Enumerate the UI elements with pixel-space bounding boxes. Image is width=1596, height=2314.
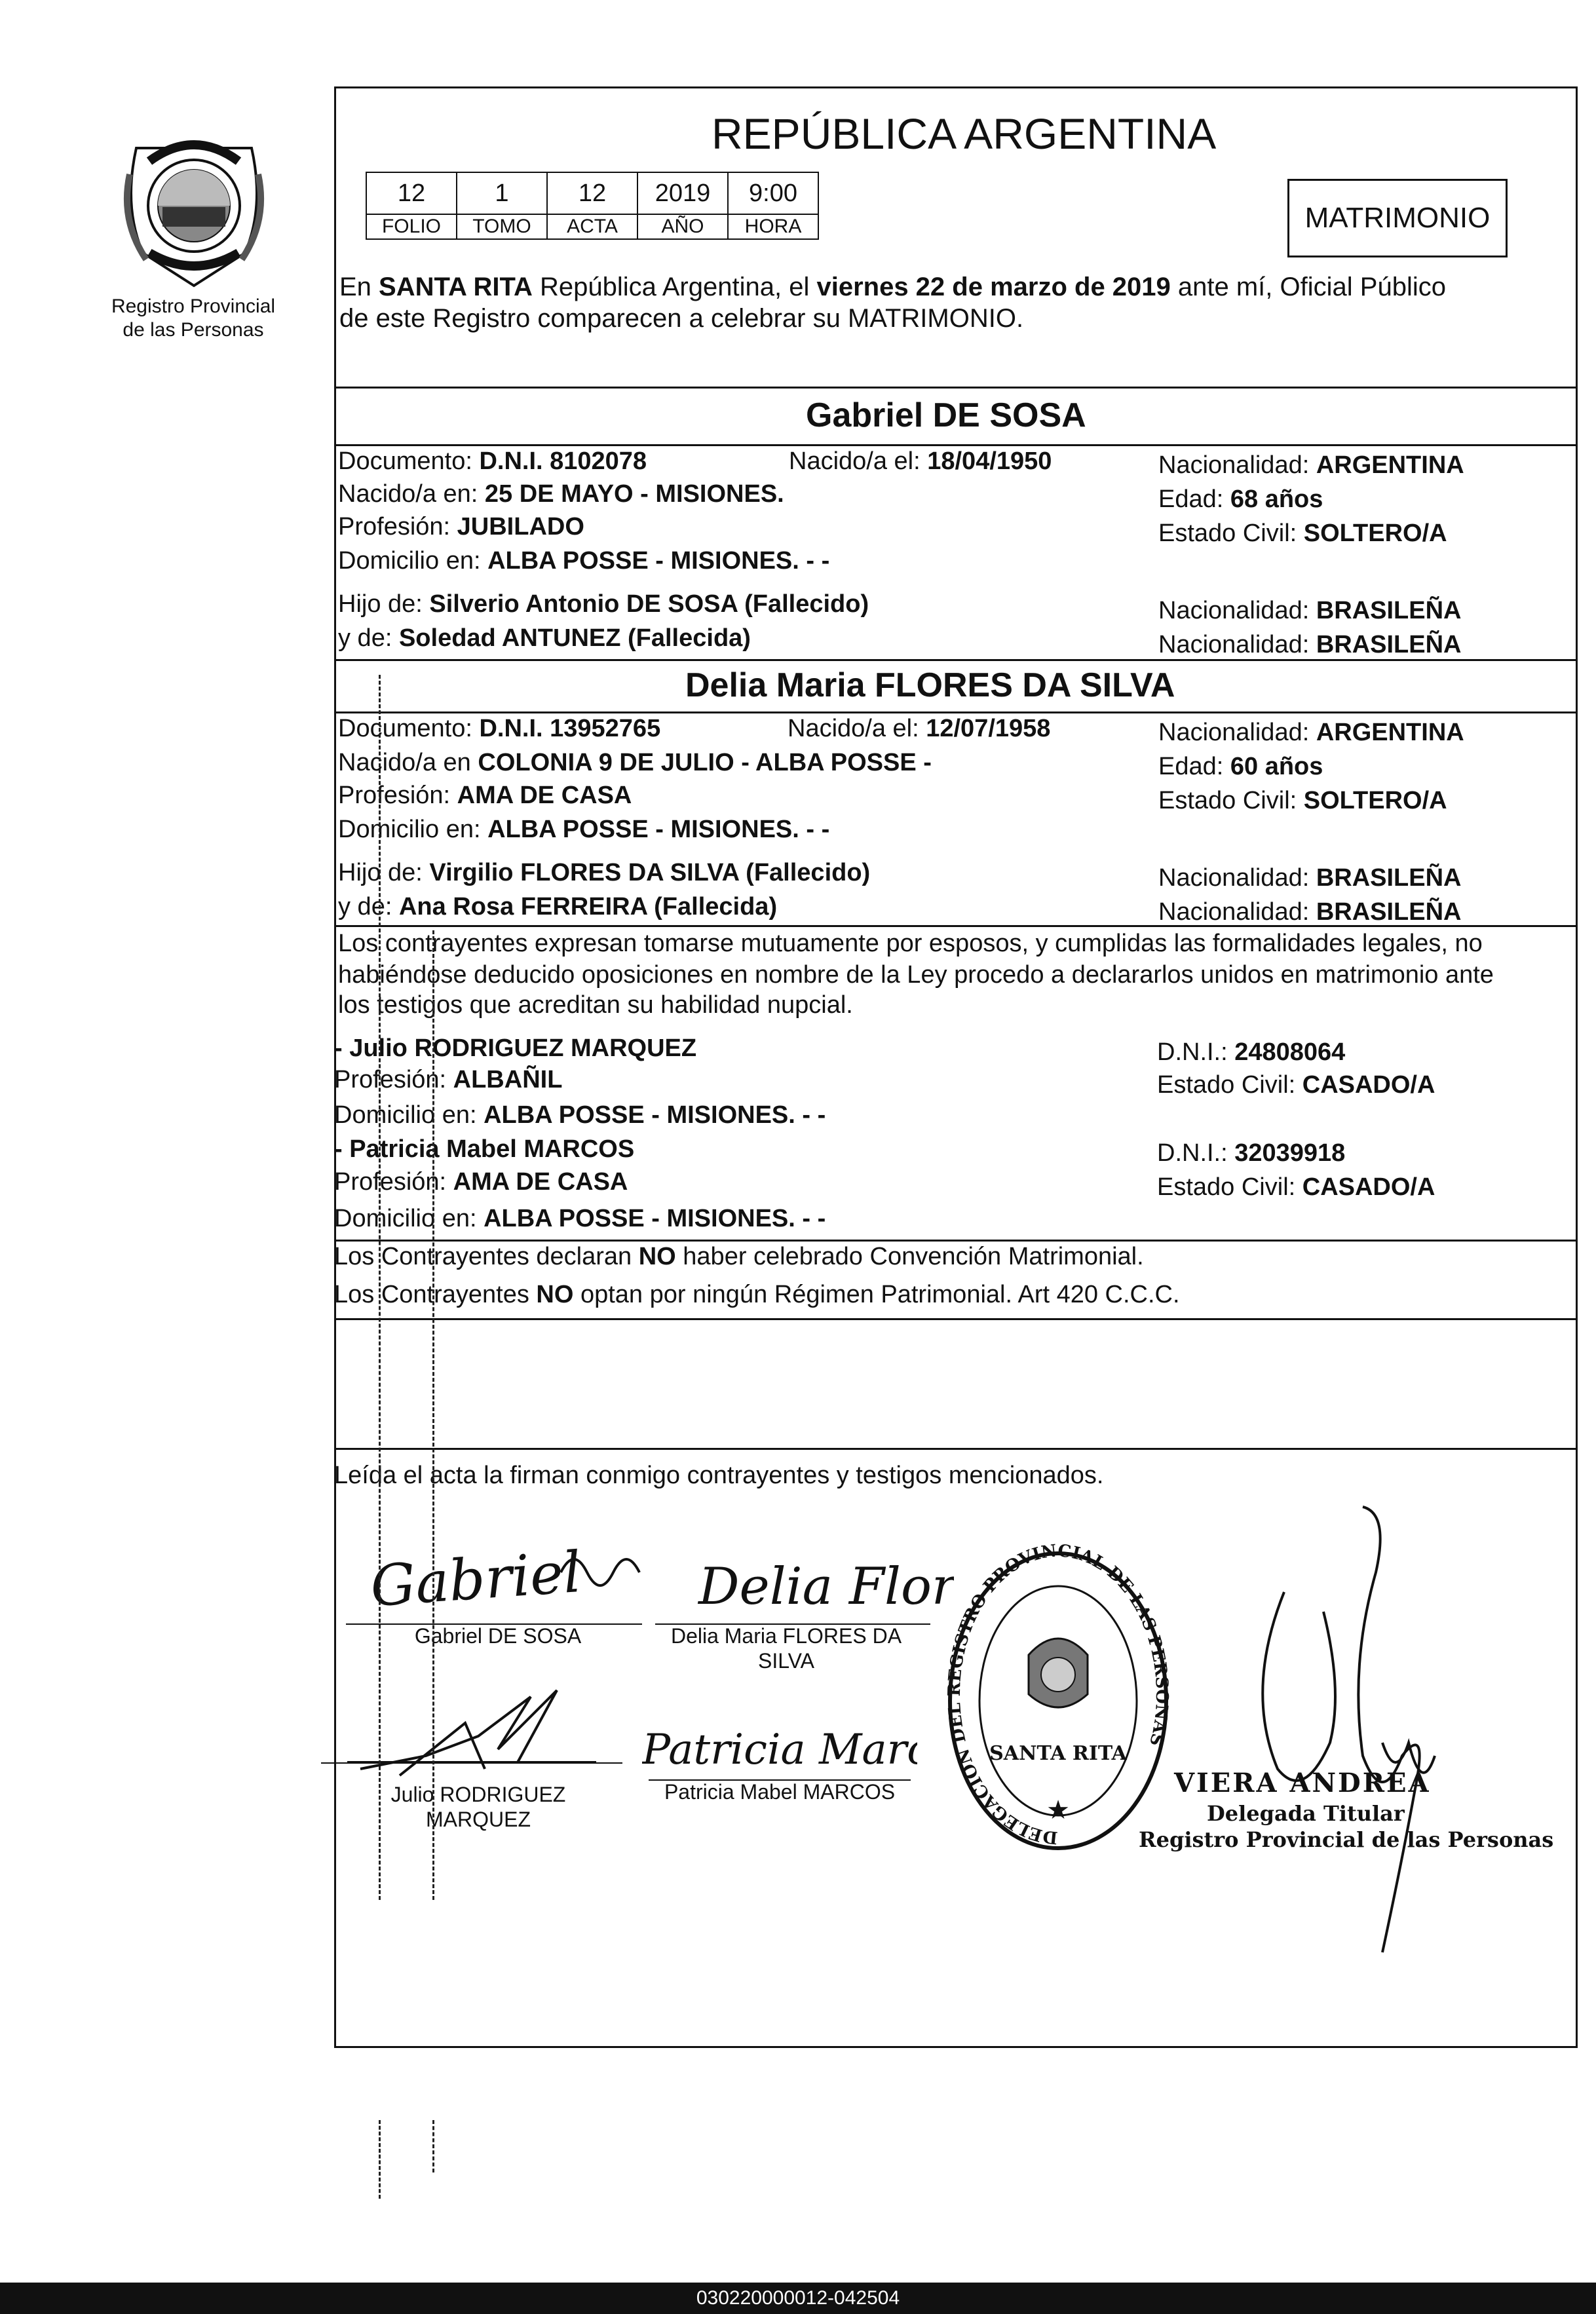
witness2-civil-status: Estado Civil: CASADO/A (1157, 1173, 1435, 1201)
svg-text:Delia Flores: Delia Flor (698, 1557, 954, 1616)
spouse1-father-nationality: Nacionalidad: BRASILEÑA (1158, 597, 1462, 624)
logo-caption: Registro Provincial de las Personas (111, 295, 276, 341)
divider (334, 925, 1578, 927)
tomo-value: 1 (457, 172, 547, 214)
year-value: 2019 (637, 172, 728, 214)
spouse1-age: Edad: 68 años (1158, 485, 1323, 513)
divider (334, 444, 1578, 446)
spouse1-civil-status: Estado Civil: SOLTERO/A (1158, 520, 1447, 547)
intro-line-2: de este Registro comparecen a celebrar su MATRIMONIO. (339, 304, 1024, 333)
folio-value: 12 (366, 172, 457, 214)
witness1-dni: D.N.I.: 24808064 (1157, 1038, 1346, 1066)
spouse1-profession: Profesión: JUBILADO (338, 513, 584, 541)
svg-text:Patricia Marcos: Patricia Mar (642, 1726, 907, 1774)
svg-text:DELEGACION DEL REGISTRO PROVIN: DELEGACION DEL REGISTRO PROVINCIAL DE LAS PERSONAS (944, 1544, 1172, 1848)
witness1-civil-status: Estado Civil: CASADO/A (1157, 1071, 1435, 1099)
divider (334, 659, 1578, 661)
spouse2-birth-date: Nacido/a el: 12/07/1958 (788, 715, 1051, 742)
divider (334, 1448, 1578, 1450)
closing-statement: Leída el acta la firman conmigo contrayentes y testigos mencionados. (334, 1462, 1104, 1489)
record-fields-table (366, 172, 819, 240)
witness1-name: - Julio RODRIGUEZ MARQUEZ (334, 1034, 697, 1062)
signature-name-gabriel: Gabriel DE SOSA (414, 1624, 582, 1648)
scan-artifact-line (379, 2120, 381, 2199)
divider (334, 1240, 1578, 1242)
signature-name-delia: Delia Maria FLORES DA SILVA (670, 1624, 902, 1673)
province-seal-logo (117, 122, 271, 292)
official-title: Delegada Titular (1207, 1801, 1405, 1826)
spouse1-document: Documento: D.N.I. 8102078 (338, 447, 647, 475)
spouse2-nationality: Nacionalidad: ARGENTINA (1158, 719, 1464, 746)
witness1-profession: Profesión: ALBAÑIL (334, 1066, 563, 1093)
footer-code: 030220000012-042504 (696, 2287, 900, 2309)
acta-value: 12 (547, 172, 637, 214)
spouse1-birthplace: Nacido/a en: 25 DE MAYO - MISIONES. (338, 480, 784, 508)
spouse1-mother: y de: Soledad ANTUNEZ (Fallecida) (338, 624, 751, 652)
spouse2-address: Domicilio en: ALBA POSSE - MISIONES. - - (338, 816, 830, 843)
signature-delia (692, 1553, 954, 1625)
spouse1-name: Gabriel DE SOSA (806, 396, 1086, 434)
spouse2-civil-status: Estado Civil: SOLTERO/A (1158, 787, 1447, 814)
spouse2-birthplace: Nacido/a en COLONIA 9 DE JULIO - ALBA POSSE - (338, 749, 932, 776)
spouse1-address: Domicilio en: ALBA POSSE - MISIONES. - - (338, 547, 830, 575)
spouse2-name: Delia Maria FLORES DA SILVA (685, 666, 1175, 704)
spouse2-father: Hijo de: Virgilio FLORES DA SILVA (Fallecido) (338, 859, 871, 886)
witness2-name: - Patricia Mabel MARCOS (334, 1135, 635, 1163)
official-office: Registro Provincial de las Personas (1139, 1827, 1554, 1852)
spouse2-mother-nationality: Nacionalidad: BRASILEÑA (1158, 898, 1462, 926)
signature-name-patricia: Patricia Mabel MARCOS (664, 1780, 896, 1804)
signature-official (1232, 1494, 1481, 1965)
hour-label: HORA (728, 214, 818, 239)
official-name: VIERA ANDREA (1174, 1768, 1431, 1798)
declaration-line-1: Los contrayentes expresan tomarse mutuamente por esposos, y cumplidas las formalidades legales, no (338, 930, 1483, 957)
tomo-label: TOMO (457, 214, 547, 239)
spouse2-age: Edad: 60 años (1158, 753, 1323, 780)
spouse2-mother: y de: Ana Rosa FERREIRA (Fallecida) (338, 893, 778, 920)
footer-barcode-strip (0, 2283, 1596, 2314)
scan-artifact-line (379, 675, 381, 1900)
declaration-line-2: habiéndose deducido oposiciones en nombre de la Ley procedo a declararlos unidos en matrimonio ante (338, 961, 1494, 989)
spouse2-document: Documento: D.N.I. 13952765 (338, 715, 661, 742)
declaration-line-3: los testigos que acreditan su habilidad nupcial. (338, 991, 853, 1019)
divider (334, 711, 1578, 713)
year-label: AÑO (637, 214, 728, 239)
svg-text:SANTA RITA: SANTA RITA (989, 1742, 1127, 1765)
acta-label: ACTA (547, 214, 637, 239)
witness1-address: Domicilio en: ALBA POSSE - MISIONES. - - (334, 1101, 826, 1129)
scan-artifact-line (432, 930, 434, 1900)
svg-text:Gabriel: Gabriel (368, 1546, 584, 1618)
record-type-label: MATRIMONIO (1304, 202, 1491, 234)
signature-gabriel (364, 1546, 679, 1618)
spouse1-mother-nationality: Nacionalidad: BRASILEÑA (1158, 631, 1462, 658)
folio-label: FOLIO (366, 214, 457, 239)
signature-patricia (642, 1723, 917, 1782)
divider (334, 1318, 1578, 1320)
spouse1-father: Hijo de: Silverio Antonio DE SOSA (Fallecido) (338, 590, 869, 618)
spouse1-birth-date: Nacido/a el: 18/04/1950 (789, 447, 1052, 475)
signature-line (321, 1762, 622, 1764)
page-title: REPÚBLICA ARGENTINA (712, 109, 1217, 158)
spouse1-nationality: Nacionalidad: ARGENTINA (1158, 451, 1464, 479)
hour-value: 9:00 (728, 172, 818, 214)
spouse2-father-nationality: Nacionalidad: BRASILEÑA (1158, 864, 1462, 892)
record-type-box (1287, 179, 1508, 257)
witness2-profession: Profesión: AMA DE CASA (334, 1168, 628, 1196)
svg-text:★: ★ (1046, 1796, 1070, 1825)
spouse2-profession: Profesión: AMA DE CASA (338, 782, 632, 809)
signature-name-julio: Julio RODRIGUEZ MARQUEZ (390, 1783, 566, 1831)
scan-artifact-line (432, 2120, 434, 2172)
divider (334, 387, 1578, 389)
convention-line-1: Los Contrayentes declaran NO haber celebrado Convención Matrimonial. (334, 1243, 1144, 1270)
convention-line-2: Los Contrayentes NO optan por ningún Régimen Patrimonial. Art 420 C.C.C. (334, 1281, 1180, 1308)
witness2-dni: D.N.I.: 32039918 (1157, 1139, 1346, 1167)
witness2-address: Domicilio en: ALBA POSSE - MISIONES. - - (334, 1205, 826, 1232)
intro-line-1: En SANTA RITA República Argentina, el viernes 22 de marzo de 2019 ante mí, Oficial Público (339, 273, 1446, 301)
registry-stamp (943, 1544, 1173, 1858)
